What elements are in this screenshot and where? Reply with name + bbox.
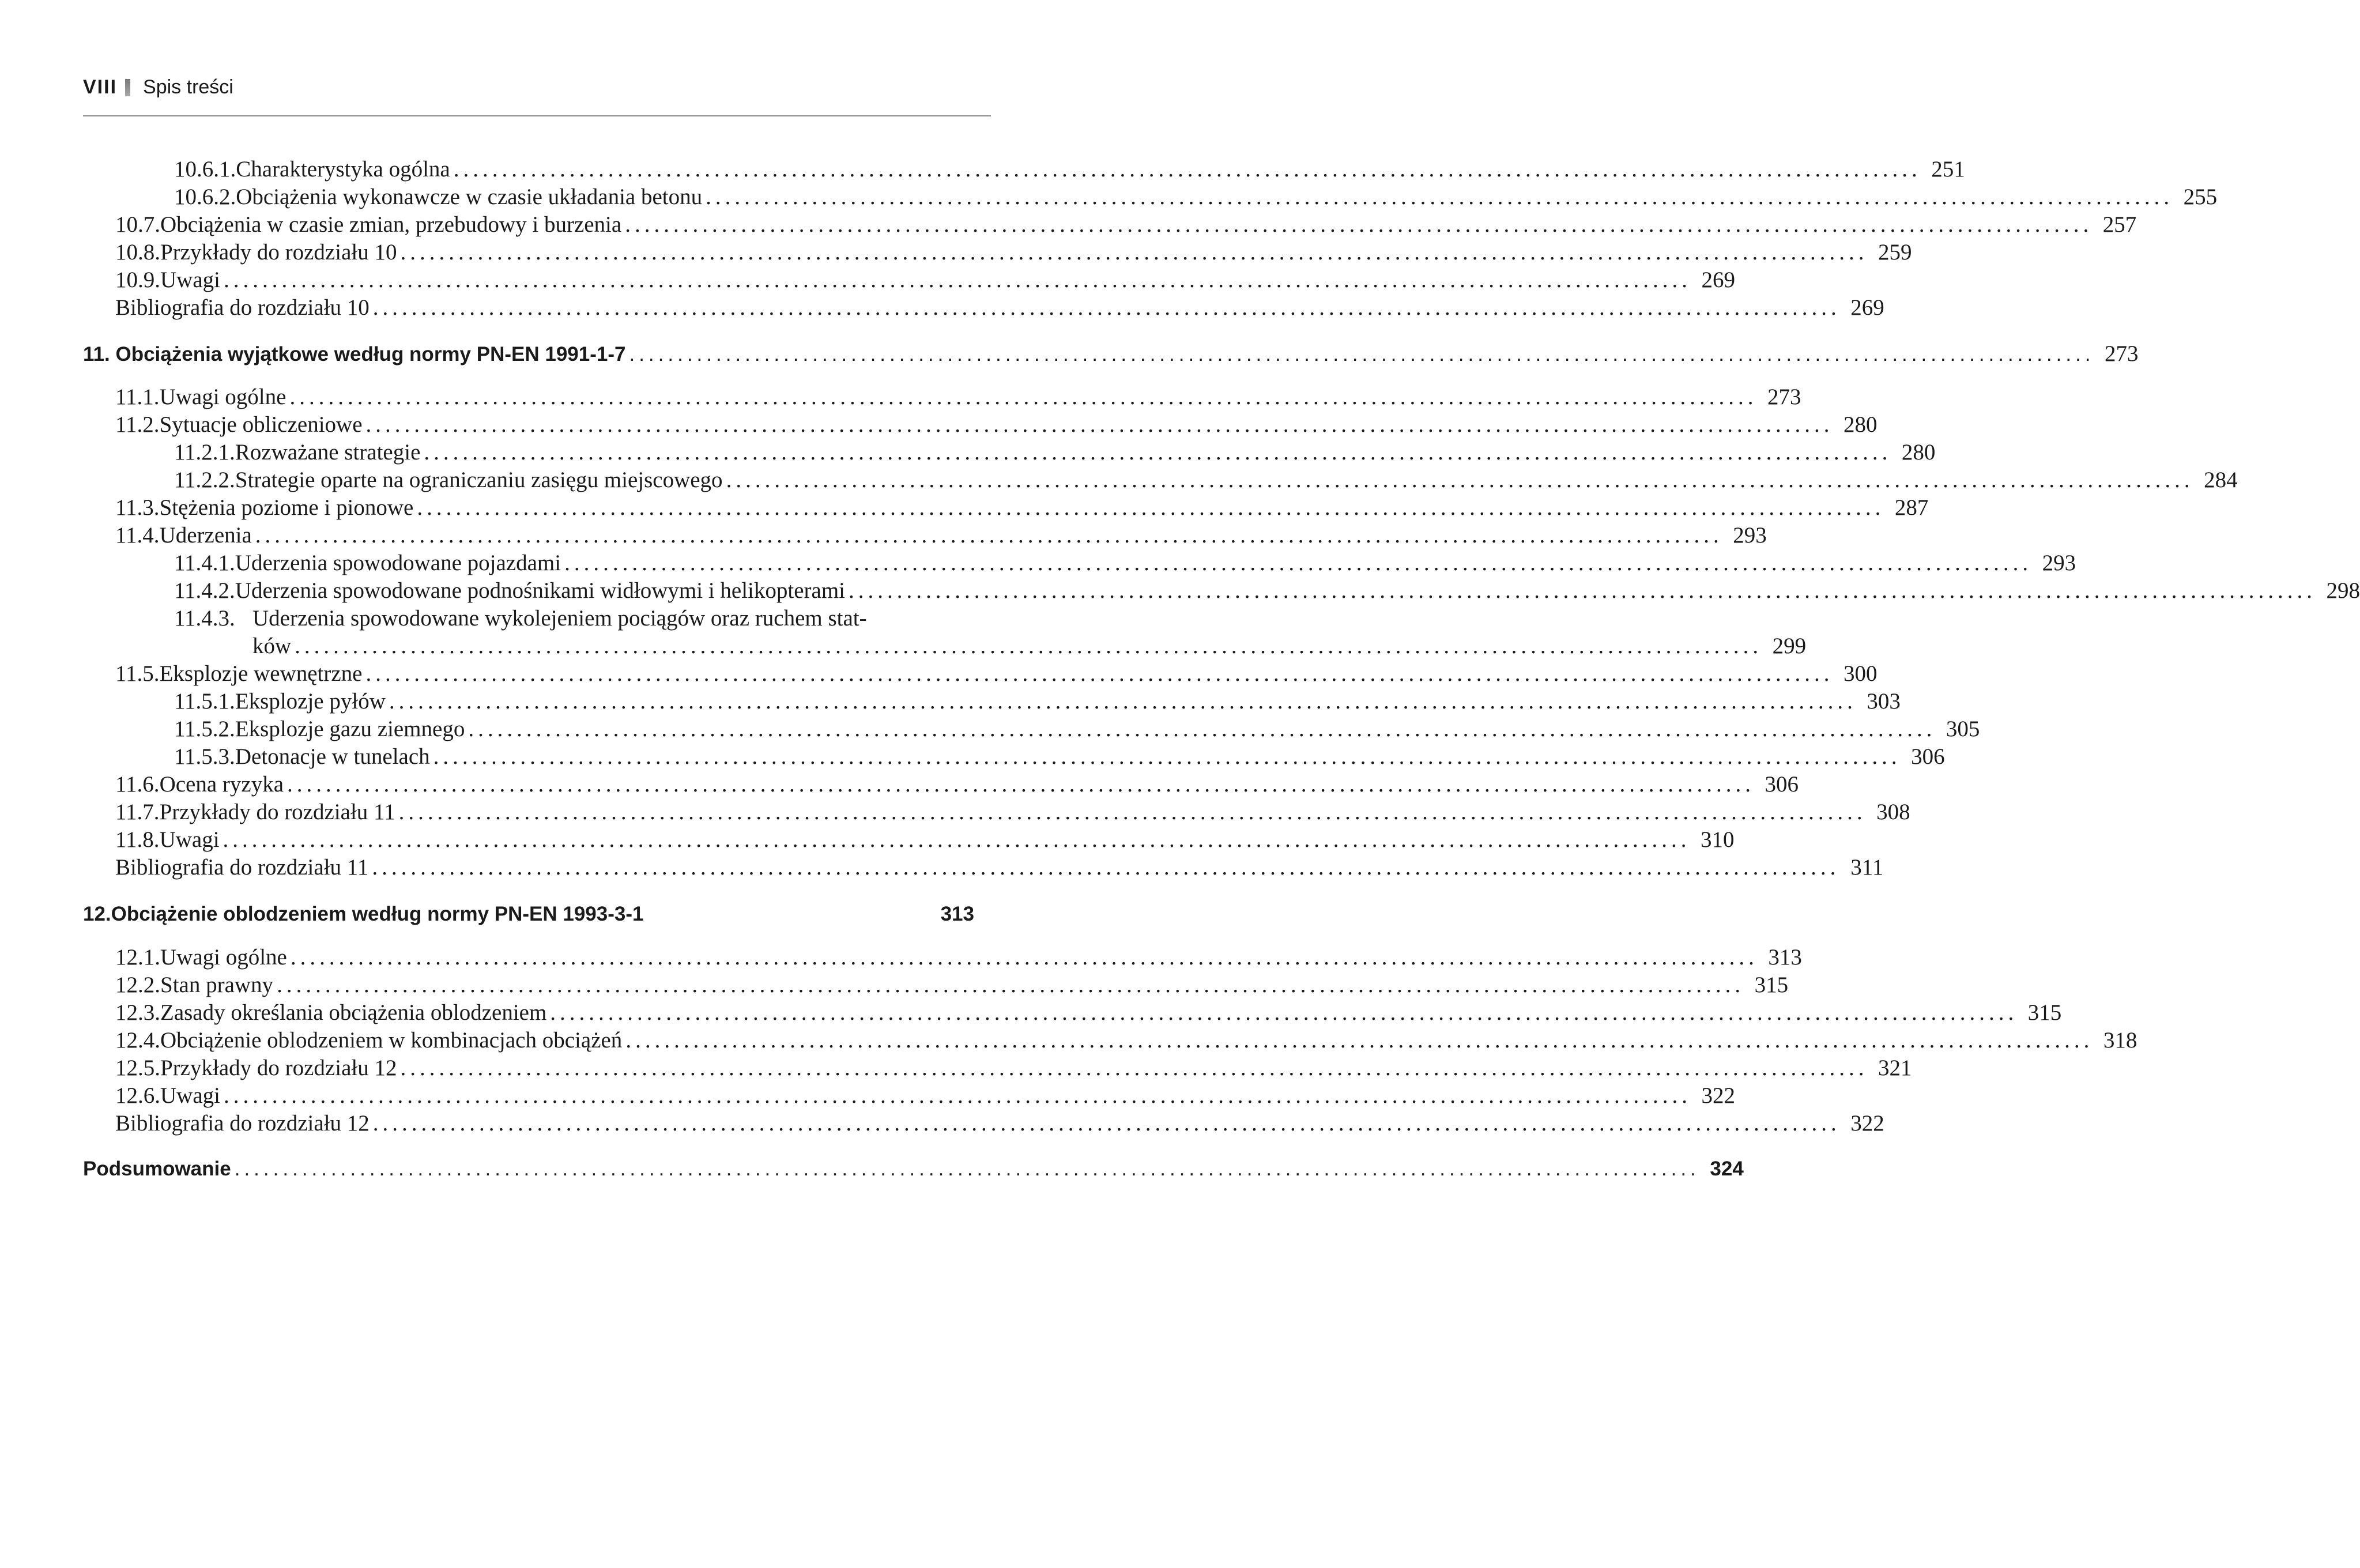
toc-entry: 11.7. Przykłady do rozdziału 11 ........................................................................................................................................................ 308 — [115, 800, 1910, 824]
toc-entry-multiline: 11.4.3. Uderzenia spowodowane wykolejeniem pociągów oraz ruchem stat- — [174, 606, 867, 631]
toc-entry: 10.6.1. Charakterystyka ogólna ........................................................................................................................................................ 251 — [174, 157, 1965, 182]
toc-entry: 11.4.1. Uderzenia spowodowane pojazdami ........................................................................................................................................................ 293 — [174, 551, 2076, 575]
toc-entry: 11.1. Uwagi ogólne ........................................................................................................................................................ 273 — [115, 385, 1801, 409]
toc-entry: 11.2.1. Rozważane strategie ........................................................................................................................................................ 280 — [174, 440, 1936, 465]
header-rule — [83, 115, 991, 116]
toc-chapter-11: 11. Obciążenia wyjątkowe według normy PN-EN 1991-1-7 ........................................................................................................................................................ 273 — [83, 341, 2139, 366]
toc-entry: 11.6. Ocena ryzyka ........................................................................................................................................................ 306 — [115, 772, 1799, 797]
toc-entry: 11.5. Eksplozje wewnętrzne ........................................................................................................................................................ 300 — [115, 661, 1878, 686]
toc-entry: 12.4. Obciążenie oblodzeniem w kombinacjach obciążeń ........................................................................................................................................................ 318 — [115, 1028, 2137, 1053]
toc-entry-bibliography: Bibliografia do rozdziału 12 ........................................................................................................................................................ 322 — [115, 1111, 1884, 1136]
section-title: Spis treści — [143, 76, 233, 98]
toc-entry: 11.5.3. Detonacje w tunelach ........................................................................................................................................................ 306 — [174, 744, 1945, 769]
toc-entry: 12.1. Uwagi ogólne ........................................................................................................................................................ 313 — [115, 945, 1802, 970]
page-label: VIII — [83, 76, 118, 98]
toc-entry-bibliography: Bibliografia do rozdziału 11 ........................................................................................................................................................ 311 — [115, 855, 1884, 880]
toc-summary: Podsumowanie ........................................................................................................................................................ 324 — [83, 1158, 1744, 1180]
toc-entry: 11.5.2. Eksplozje gazu ziemnego ........................................................................................................................................................ 305 — [174, 717, 1980, 741]
toc-entry: 11.5.1. Eksplozje pyłów ........................................................................................................................................................ 303 — [174, 689, 1901, 714]
toc-entry: 12.3. Zasady określania obciążenia oblodzeniem ........................................................................................................................................................ 315 — [115, 1000, 2062, 1025]
toc-entry: 12.6. Uwagi ........................................................................................................................................................ 322 — [115, 1083, 1735, 1108]
toc-entry: 11.2.2. Strategie oparte na ograniczaniu zasięgu miejscowego ........................................................................................................................................................ 284 — [174, 468, 2238, 492]
toc-entry: 10.7. Obciążenia w czasie zmian, przebudowy i burzenia ........................................................................................................................................................ 257 — [115, 212, 2137, 237]
header-block-mark — [125, 79, 130, 96]
toc-chapter-12: 12. Obciążenie oblodzeniem według normy PN-EN 1993-3-1 313 — [83, 903, 974, 925]
toc-entry: 11.2. Sytuacje obliczeniowe ........................................................................................................................................................ 280 — [115, 412, 1878, 437]
toc-entry: 12.2. Stan prawny ........................................................................................................................................................ 315 — [115, 973, 1789, 997]
toc-entry-bibliography: Bibliografia do rozdziału 10 ........................................................................................................................................................ 269 — [115, 295, 1884, 320]
toc-entry: 11.3. Stężenia poziome i pionowe ........................................................................................................................................................ 287 — [115, 495, 1929, 520]
toc-entry: 10.9. Uwagi ........................................................................................................................................................ 269 — [115, 267, 1735, 292]
toc-entry: 11.4. Uderzenia ........................................................................................................................................................ 293 — [115, 523, 1767, 548]
toc-entry: 11.8. Uwagi ........................................................................................................................................................ 310 — [115, 827, 1735, 852]
toc-entry: 10.6.2. Obciążenia wykonawcze w czasie układania betonu ........................................................................................................................................................ 255 — [174, 184, 2218, 209]
toc-entry: 11.4.2. Uderzenia spowodowane podnośnikami widłowymi i helikopterami ........................................................................................................................................................ 298 — [174, 578, 2360, 603]
toc-entry: 10.8. Przykłady do rozdziału 10 ........................................................................................................................................................ 259 — [115, 240, 1912, 265]
running-head — [83, 76, 233, 99]
toc-entry-continuation: ków ........................................................................................................................................................ 299 — [252, 634, 1807, 658]
toc-entry: 12.5. Przykłady do rozdziału 12 ........................................................................................................................................................ 321 — [115, 1056, 1912, 1080]
